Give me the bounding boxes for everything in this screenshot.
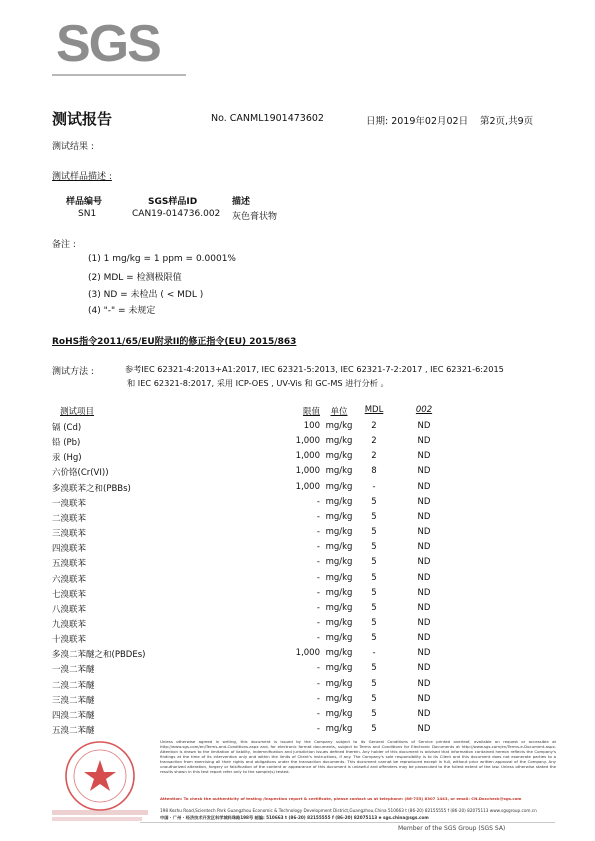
table-row (52, 603, 552, 617)
footer-divider (140, 822, 555, 823)
col-test-item: 测试项目 (60, 407, 95, 417)
row-unit: mg/kg (325, 724, 353, 734)
row-limit: - (316, 496, 320, 507)
table-row (52, 588, 552, 602)
results-table-header (52, 405, 552, 419)
table-row (52, 679, 552, 693)
row-test-item: 三溴二苯醚 (52, 695, 95, 706)
table-row (52, 421, 552, 435)
row-unit: mg/kg (325, 617, 353, 628)
table-row (52, 648, 552, 662)
row-mdl: 8 (371, 466, 377, 477)
row-limit: 1,000 (295, 436, 320, 447)
col-result: 002 (415, 405, 433, 415)
note-item: (3) ND = 未检出 ( < MDL ) (88, 290, 204, 300)
row-result: ND (417, 421, 431, 431)
row-result: ND (417, 678, 431, 689)
row-limit: - (316, 542, 320, 553)
legal-disclaimer: Unless otherwise agreed in writing, this document is issued by the Company subject to its General Conditions of Service printed overleaf, available on request or accessible at http://www.sgs.com/en/Terms-and-Conditions.aspx and, for electronic format documents, subject to Terms and Conditions for Electronic Documents at http://www.sgs.com/en/Terms-e-Document.aspx. Attention is drawn to the limitation of liability, indemnification and jurisdiction issues defined therein. Any holder of this document is advised that information contained hereon reflects the Company's findings at the time of its intervention only and within the limits of Client's instructions, if any. The Company's sole responsibility is to its Client and this document does not exonerate parties to a transaction from exercising all their rights and obligations under the transaction documents. This document cannot be reproduced except in full, without prior written approval of the Company. Any unauthorized alteration, forgery or falsification of the content or appearance of this document is unlawful and offenders may be prosecuted to the fullest extent of the law. Unless otherwise stated the results shown in this test report refer only to the sample(s) tested. (160, 739, 556, 774)
note-item: (1) 1 mg/kg = 1 ppm = 0.0001% (88, 254, 236, 264)
sample-no-value: SN1 (78, 209, 97, 219)
sgs-seal-stamp (52, 738, 148, 822)
row-mdl: 2 (371, 436, 377, 447)
row-test-item: 多溴二苯醚之和(PBDEs) (52, 650, 146, 661)
table-row (52, 557, 552, 571)
row-result: ND (417, 587, 431, 598)
row-result: ND (417, 708, 431, 719)
row-result: ND (417, 542, 431, 553)
row-test-item: 汞 (Hg) (52, 453, 82, 464)
row-limit: 1,000 (295, 466, 320, 477)
row-limit: 1,000 (295, 648, 320, 659)
row-limit: - (316, 693, 320, 704)
row-test-item: 二溴联苯 (52, 513, 87, 524)
table-row (52, 618, 552, 632)
row-limit: - (316, 633, 320, 644)
table-row (52, 466, 552, 480)
row-mdl: 5 (371, 496, 377, 507)
table-row (52, 512, 552, 526)
row-limit: - (316, 587, 320, 598)
report-date: 日期: 2019年02月02日 (366, 116, 469, 127)
col-limit: 限值 (302, 407, 320, 417)
row-test-item: 九溴联苯 (52, 619, 87, 630)
row-unit: mg/kg (325, 527, 353, 538)
row-result: ND (417, 602, 431, 613)
table-row (52, 633, 552, 647)
test-method-line2: 和 IEC 62321-8:2017, 采用 ICP-OES , UV-Vis 和 GC-MS 进行分析 。 (127, 378, 389, 388)
row-limit: - (316, 663, 320, 674)
row-limit: 1,000 (295, 481, 320, 492)
row-unit: mg/kg (325, 587, 353, 598)
sample-description-label: 测试样品描述 : (52, 172, 112, 182)
row-unit: mg/kg (325, 511, 353, 522)
row-result: ND (417, 572, 431, 583)
row-limit: 100 (303, 421, 320, 431)
row-mdl: - (372, 648, 376, 659)
row-test-item: 多溴联苯之和(PBBs) (52, 483, 131, 494)
table-row (52, 527, 552, 541)
row-unit: mg/kg (325, 421, 353, 431)
table-row (52, 694, 552, 708)
row-unit: mg/kg (325, 557, 353, 568)
description-header: 描述 (232, 197, 251, 207)
sgs-sample-id-header: SGS样品ID (148, 197, 198, 207)
address-english: 198 Kezhu Road,Scientech Park Guangzhou Economic & Technology Development District,Guangzhou,China 510663 t (86-20) 82155555 f (86-20) 82075113 www.sgsgroup.com.cn (160, 808, 537, 813)
row-result: ND (417, 724, 431, 734)
row-unit: mg/kg (325, 436, 353, 447)
row-result: ND (417, 496, 431, 507)
test-method-line1: 参考IEC 62321-4:2013+A1:2017, IEC 62321-5:2013, IEC 62321-7-2:2017 , IEC 62321-6:2015 (125, 364, 504, 374)
row-limit: - (316, 511, 320, 522)
description-value: 灰色膏状物 (232, 212, 278, 222)
row-unit: mg/kg (325, 708, 353, 719)
note-item: (4) "-" = 未规定 (88, 306, 156, 316)
row-limit: - (316, 678, 320, 689)
row-mdl: 5 (371, 663, 377, 674)
logo-underline (52, 74, 186, 76)
row-result: ND (417, 617, 431, 628)
row-unit: mg/kg (325, 693, 353, 704)
row-mdl: 5 (371, 693, 377, 704)
row-test-item: 七溴联苯 (52, 589, 87, 600)
row-result: ND (417, 693, 431, 704)
table-row (52, 436, 552, 450)
row-mdl: 2 (371, 451, 377, 462)
row-mdl: 5 (371, 587, 377, 598)
row-mdl: 5 (371, 708, 377, 719)
row-unit: mg/kg (325, 678, 353, 689)
row-mdl: 5 (371, 557, 377, 568)
row-result: ND (417, 648, 431, 659)
row-mdl: - (372, 481, 376, 492)
row-result: ND (417, 481, 431, 492)
row-unit: mg/kg (325, 542, 353, 553)
row-mdl: 5 (371, 633, 377, 644)
row-unit: mg/kg (325, 648, 353, 659)
page-indicator: 第2页,共9页 (480, 116, 534, 127)
row-result: ND (417, 466, 431, 477)
row-result: ND (417, 511, 431, 522)
sgs-member-note: Member of the SGS Group (SGS SA) (398, 825, 506, 832)
table-row (52, 482, 552, 496)
sgs-logo: SGS (56, 15, 160, 73)
row-test-item: 五溴二苯醚 (52, 726, 95, 736)
authenticity-notice: Attention: To check the authenticity of testing /inspection report & certificate, please contact us at telephone: (86-755) 8307 1443, or email: CN.Doccheck@sgs.com (160, 796, 522, 801)
row-test-item: 五溴联苯 (52, 559, 87, 570)
row-test-item: 铅 (Pb) (52, 438, 81, 449)
row-test-item: 一溴联苯 (52, 498, 87, 509)
sgs-sample-id-value: CAN19-014736.002 (132, 209, 221, 219)
row-test-item: 十溴联苯 (52, 635, 87, 646)
row-test-item: 三溴联苯 (52, 529, 87, 540)
notes-label: 备注 : (52, 240, 76, 250)
note-item: (2) MDL = 检测极限值 (88, 273, 182, 283)
table-row (52, 724, 552, 738)
row-mdl: 5 (371, 617, 377, 628)
test-method-label: 测试方法 : (52, 367, 94, 377)
table-row (52, 542, 552, 556)
row-limit: - (316, 602, 320, 613)
col-unit: 单位 (330, 407, 348, 417)
row-result: ND (417, 436, 431, 447)
row-unit: mg/kg (325, 633, 353, 644)
col-mdl: MDL (364, 405, 384, 415)
row-test-item: 八溴联苯 (52, 604, 87, 615)
row-limit: - (316, 572, 320, 583)
row-mdl: 5 (371, 527, 377, 538)
row-mdl: 5 (371, 542, 377, 553)
report-number: No. CANML1901473602 (211, 113, 324, 124)
row-limit: - (316, 724, 320, 734)
row-unit: mg/kg (325, 496, 353, 507)
table-row (52, 663, 552, 677)
row-mdl: 5 (371, 572, 377, 583)
row-unit: mg/kg (325, 602, 353, 613)
row-unit: mg/kg (325, 481, 353, 492)
row-test-item: 四溴二苯醚 (52, 710, 95, 721)
row-result: ND (417, 663, 431, 674)
section-title: RoHS指令2011/65/EU附录II的修正指令(EU) 2015/863 (52, 337, 297, 347)
row-limit: - (316, 617, 320, 628)
address-chinese: 中国 · 广州 · 经济技术开发区科学城科珠路198号 邮编: 510663 t (86-20) 82155555 f (86-20) 82075113 e sgs.china@sgs.com (160, 815, 429, 820)
row-unit: mg/kg (325, 451, 353, 462)
row-result: ND (417, 633, 431, 644)
row-mdl: 5 (371, 511, 377, 522)
table-row (52, 451, 552, 465)
table-row (52, 573, 552, 587)
results-label: 测试结果 : (52, 142, 94, 152)
row-unit: mg/kg (325, 572, 353, 583)
row-test-item: 镉 (Cd) (52, 423, 82, 433)
row-mdl: 2 (371, 421, 377, 431)
row-mdl: 5 (371, 602, 377, 613)
row-test-item: 四溴联苯 (52, 544, 87, 555)
row-unit: mg/kg (325, 466, 353, 477)
sample-no-header: 样品编号 (66, 197, 103, 207)
row-result: ND (417, 557, 431, 568)
row-result: ND (417, 527, 431, 538)
row-test-item: 六溴联苯 (52, 574, 87, 585)
row-test-item: 一溴二苯醚 (52, 665, 95, 676)
table-row (52, 497, 552, 511)
row-limit: - (316, 708, 320, 719)
row-limit: - (316, 527, 320, 538)
row-test-item: 二溴二苯醚 (52, 680, 95, 691)
table-row (52, 709, 552, 723)
row-test-item: 六价铬(Cr(VI)) (52, 468, 109, 479)
row-result: ND (417, 451, 431, 462)
row-mdl: 5 (371, 678, 377, 689)
row-mdl: 5 (371, 724, 377, 734)
row-limit: - (316, 557, 320, 568)
row-limit: 1,000 (295, 451, 320, 462)
row-unit: mg/kg (325, 663, 353, 674)
report-title: 测试报告 (52, 110, 113, 128)
